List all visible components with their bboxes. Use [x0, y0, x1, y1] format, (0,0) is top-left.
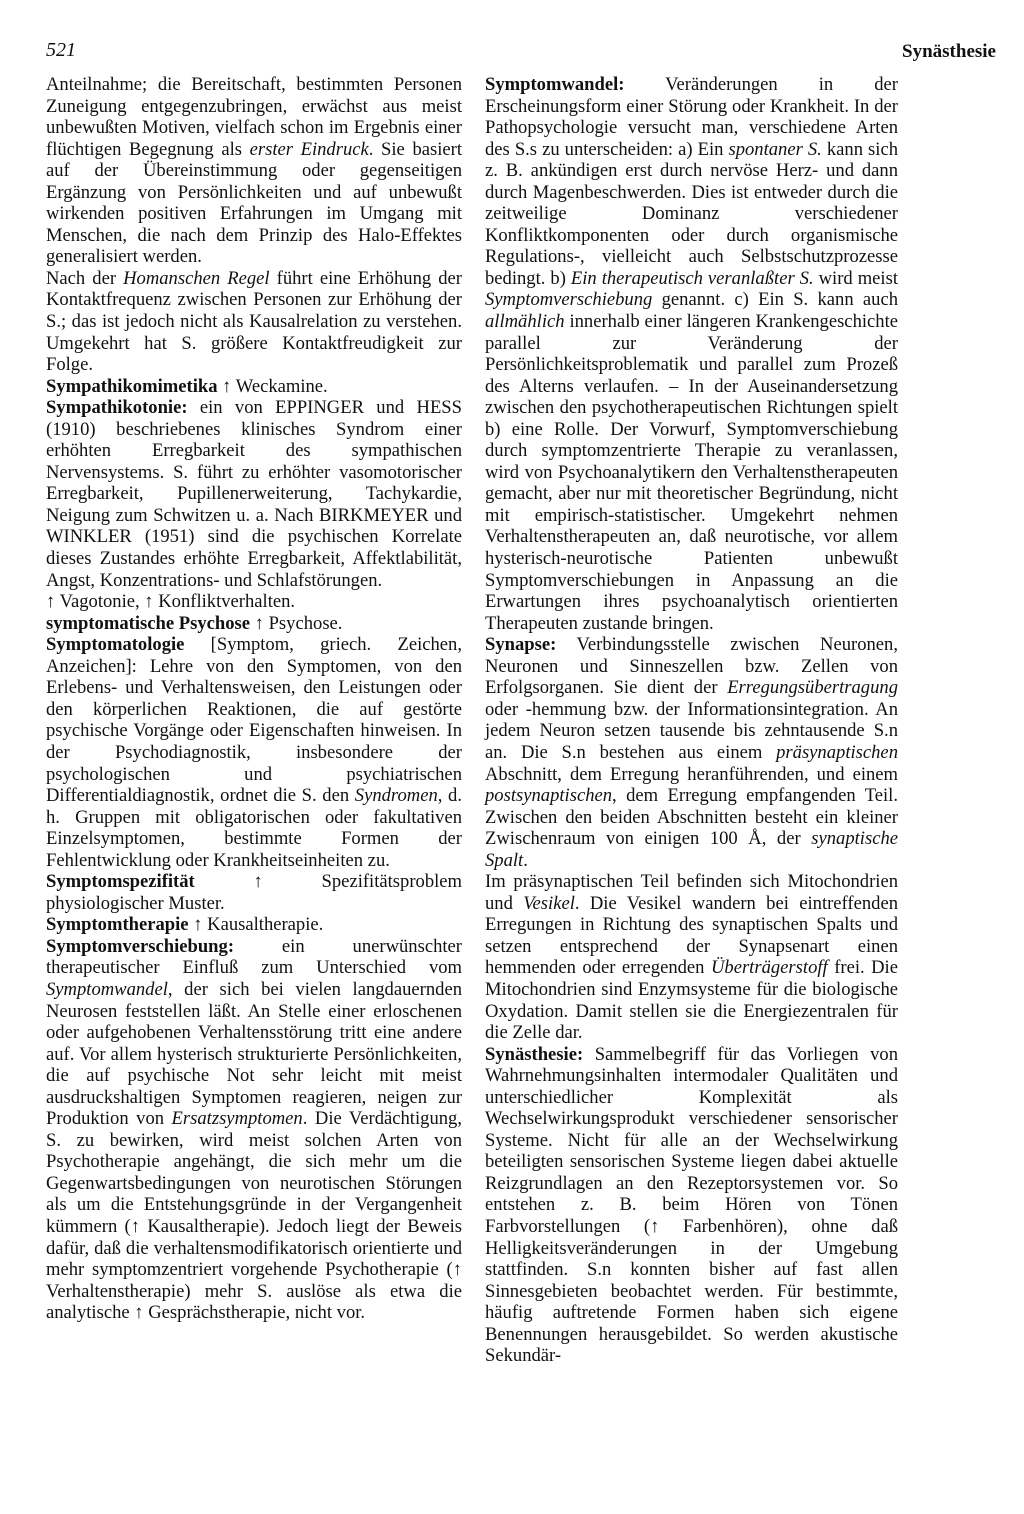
running-head: Synästhesie — [902, 41, 996, 62]
entry-symptomwandel: Symptomwandel: Veränderungen in der Erscheinungsform einer Störung oder Krankheit. In der Pathopsychologie versucht man, verschiedene Arten des S.s zu unterscheiden: a) Ein spontaner S. kann sich z. B. ankündigen erst durch nervöse Herz- und dann durch Magenbeschwerden. Dies ist entweder durch die zeitweilige Dominanz verschiedener Konfliktkomponenten oder durch organismische Regulations-, vielleicht auch Selbstschutzprozesse bedingt. b) Ein therapeutisch veranlaßter S. wird meist Symptomverschiebung genannt. c) Ein S. kann auch allmählich innerhalb einer längeren Krankengeschichte parallel zur Veränderung der Persönlichkeitsproblematik und parallel zum Prozeß des Alterns verlaufen. – In der Auseinandersetzung zwischen den psychotherapeutischen Richtungen spielt b) eine Rolle. Der Vorwurf, Symptomverschiebung durch symptomzentrierte Therapie zu veranlassen, wird von Psychoanalytikern den Verhaltenstherapeuten gemacht, aber nur mit theoretischer Begründung, nicht mit empirisch-statistischer. Umgekehrt nehmen Verhaltenstherapeuten an, daß neurotische, vor allem hysterisch-neurotische Patienten unbewußt Symptomverschiebungen in Anpassung an die Erwartungen ihres psychoanalytisch orientierten Therapeuten zustande bringen. — [485, 74, 898, 634]
entry-sympathikotonie: Sympathikotonie: ein von EPPINGER und HESS (1910) beschriebenes klinisches Syndrom einer erhöhten Erregbarkeit des sympathischen Nervensystems. S. führt zu erhöhter vasomotorischer Erregbarkeit, Pupillenerweiterung, Tachykardie, Neigung zum Schwitzen u. a. Nach BIRKMEYER und WINKLER (1951) sind die psychischen Korrelate dieses Zustandes erhöhte Erregbarkeit, Affektlabilität, Angst, Konzentrations- und Schlafstörungen. — [46, 397, 462, 591]
page-number: 521 — [46, 39, 76, 61]
right-column — [485, 74, 898, 1367]
entry-synapse: Synapse: Verbindungsstelle zwischen Neuronen, Neuronen und Sinneszellen bzw. Zellen von Erfolgsorganen. Sie dient der Erregungsübertragung oder -hemmung bzw. der Informationsintegration. An jedem Neuron setzen tausende bis zehntausende S.n an. Die S.n bestehen aus einem präsynaptischen Abschnitt, dem Erregung heranführenden, und einem postsynaptischen, dem Erregung empfangenden Teil. Zwischen den beiden Abschnitten besteht ein kleiner Zwischenraum von einigen 100 Å, der synaptische Spalt. — [485, 634, 898, 871]
entry-symptomtherapie: Symptomtherapie ↑ Kausaltherapie. — [46, 914, 324, 936]
paragraph-sympathie-continued: Anteilnahme; die Bereitschaft, bestimmten Personen Zuneigung entgegenzubringen, erwächst aus meist unbewußten Motiven, vielfach schon im Ergebnis einer flüchtigen Begegnung als erster Eindruck. Sie basiert auf der Übereinstimmung oder gegenseitigen Ergänzung von Persönlichkeiten und auf unbewußt wirkenden positiven Erfahrungen im Umgang mit Menschen, die nach dem Prinzip des Halo-Effektes generalisiert werden. — [46, 74, 463, 268]
entry-symptomspezifitaet: Symptomspezifität ↑ Spezifitätsproblem physiologischer Muster. — [46, 871, 462, 914]
left-column — [46, 74, 462, 1324]
entry-symptomatische-psychose: symptomatische Psychose ↑ Psychose. — [46, 612, 343, 634]
entry-symptomatologie: Symptomatologie [Symptom, griech. Zeichen, Anzeichen]: Lehre von den Symptomen, von den Erlebens- und Verhaltensweisen, den Leistungen oder den körperlichen Reaktionen, die auf gestörte psychische Vorgänge oder Eigenschaften hinweisen. In der Psychodiagnostik, insbesondere der psychologischen und psychiatrischen Differentialdiagnostik, ordnet die S. den Syndromen, d. h. Gruppen mit obligatorischen oder fakultativen Einzelsymptomen, bestimmte Formen der Fehlentwicklung oder Krankheitseinheiten zu. — [46, 634, 462, 871]
entry-synapse-paragraph-2: Im präsynaptischen Teil befinden sich Mitochondrien und Vesikel. Die Vesikel wandern bei eintreffenden Erregungen in Richtung des synaptischen Spalts und setzen entsprechend der Synapsenart einen hemmenden oder erregenden Überträgerstoff frei. Die Mitochondrien sind Enzymsysteme für die biologische Oxydation. Damit stellen sie die Energiezentralen für die Zelle dar. — [485, 871, 899, 1044]
paragraph-homan-rule: Nach der Homanschen Regel führt eine Erhöhung der Kontaktfrequenz zwischen Personen zur Erhöhung der S.; das ist jedoch nicht als Kausalrelation zu verstehen. Umgekehrt hat S. größere Kontaktfreudigkeit zur Folge. — [46, 267, 462, 376]
entry-symptomverschiebung: Symptomverschiebung: ein unerwünschter therapeutischer Einfluß zum Unterschied vom Symptomwandel, der sich bei vielen langdauernden Neurosen feststellen läßt. An Stelle einer erloschenen oder aufgehobenen Verhaltensstörung tritt eine andere auf. Vor allem hysterisch strukturierte Persönlichkeiten, die auf psychische Not sehr leicht mit meist ausdruckshaltigen Symptomen reagieren, neigen zur Produktion von Ersatzsymptomen. Die Verdächtigung, S. zu bewirken, wird meist solchen Arten von Psychotherapie angehängt, die sich mehr um die Gegenwartsbedingungen von neurotischen Störungen als um die Entstehungsgründe in der Vergangenheit kümmern (↑ Kausaltherapie). Jedoch liegt der Beweis dafür, daß die verhaltensmodifikatorisch orientierte und mehr symptomzentriert vorgehende Psychotherapie (↑ Verhaltenstherapie) mehr S. auslöse als etwa die analytische ↑ Gesprächstherapie, nicht vor. — [46, 935, 462, 1324]
entry-synaesthesie: Synästhesie: Sammelbegriff für das Vorliegen von Wahrnehmungsinhalten intermodaler Qualitäten und unterschiedlicher Komplexität als Wechselwirkungsprodukt verschiedener sensorischer Systeme. Nicht für alle an der Wechselwirkung beteiligten sensorischen Systeme liegen dabei aktuelle Reizgrundlagen an den Rezeptorsystemen vor. So entstehen z. B. beim Hören von Tönen Farbvorstellungen (↑ Farbenhören), ohne daß Helligkeitsveränderungen in der Umgebung stattfinden. S.n konnten bisher auf fast allen Sinnesgebieten beobachtet werden. Für bestimmte, häufig auftretende Formen haben sich eigene Benennungen herausgebildet. So werden akustische Sekundär- — [485, 1043, 898, 1367]
entry-sympathikotonie-references: ↑ Vagotonie, ↑ Konfliktverhalten. — [46, 591, 296, 613]
entry-sympathikomimetika: Sympathikomimetika ↑ Weckamine. — [46, 375, 328, 397]
